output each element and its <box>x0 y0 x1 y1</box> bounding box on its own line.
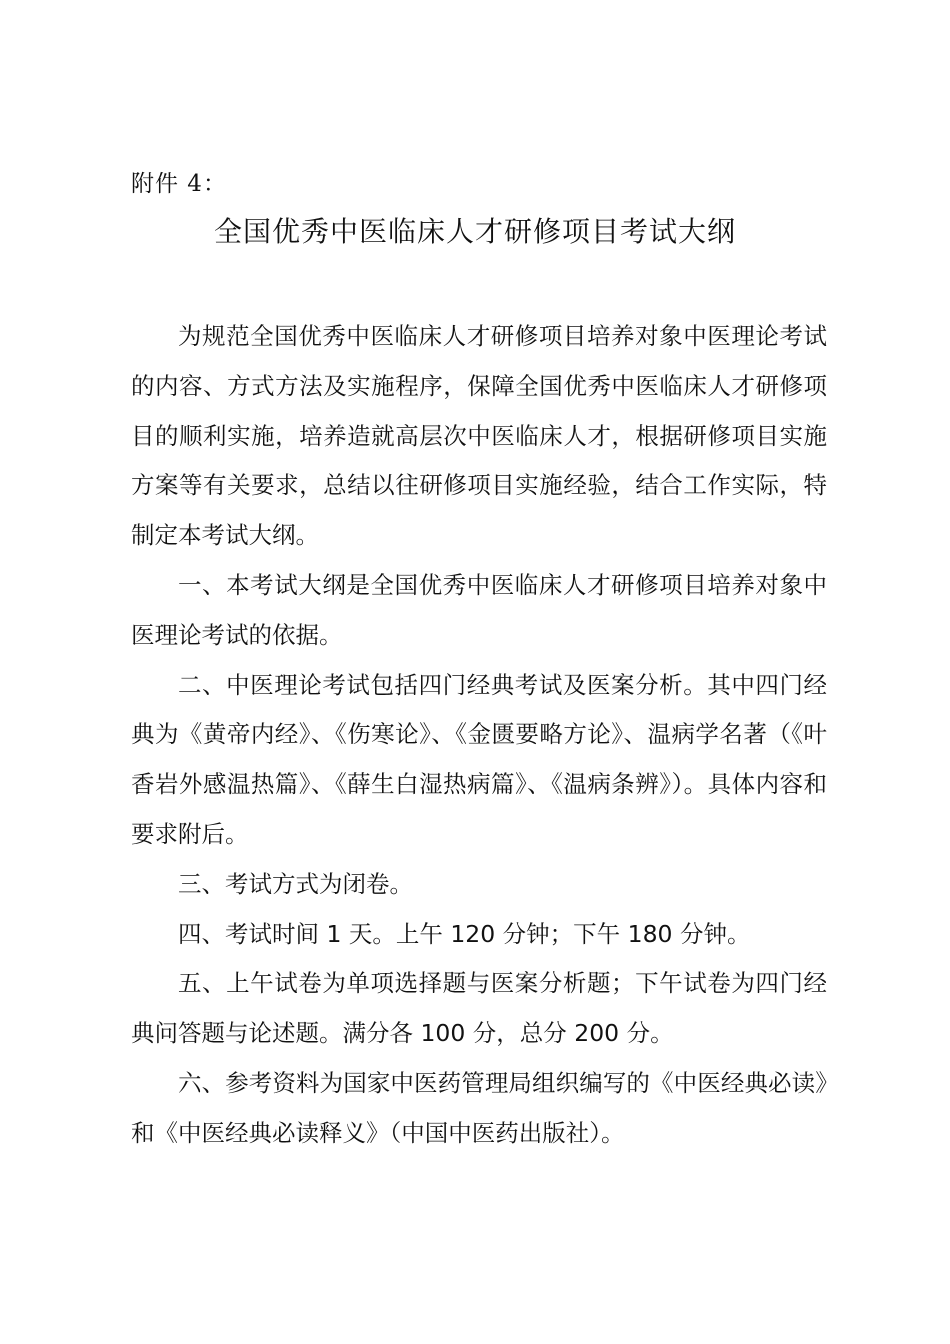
document-body <box>131 312 827 1159</box>
paragraph-item-2: 二、中医理论考试包括四门经典考试及医案分析。其中四门经典为《黄帝内经》、《伤寒论》、《金匮要略方论》、温病学名著（《叶香岩外感温热篇》、《薛生白湿热病篇》、《温病条辨》）。具体内容和要求附后。 <box>131 670 827 848</box>
paragraph-item-4: 四、考试时间 1 天。上午 120 分钟；下午 180 分钟。 <box>178 919 751 948</box>
paragraph-item-6: 六、参考资料为国家中医药管理局组织编写的《中医经典必读》和《中医经典必读释义》（中国中医药出版社）。 <box>131 1068 827 1147</box>
attachment-label: 附件 4： <box>131 171 227 197</box>
paragraph-item-1: 一、本考试大纲是全国优秀中医临床人才研修项目培养对象中医理论考试的依据。 <box>131 570 827 649</box>
document-title: 全国优秀中医临床人才研修项目考试大纲 <box>213 215 736 248</box>
paragraph-item-5: 五、上午试卷为单项选择题与医案分析题；下午试卷为四门经典问答题与论述题。满分各 100 分，总分 200 分。 <box>131 969 827 1048</box>
paragraph-item-3: 三、考试方式为闭卷。 <box>178 869 413 898</box>
paragraph-intro: 为规范全国优秀中医临床人才研修项目培养对象中医理论考试的内容、方式方法及实施程序，保障全国优秀中医临床人才研修项目的顺利实施，培养造就高层次中医临床人才，根据研修项目实施方案等有关要求，总结以往研修项目实施经验，结合工作实际，特制定本考试大纲。 <box>131 322 827 550</box>
